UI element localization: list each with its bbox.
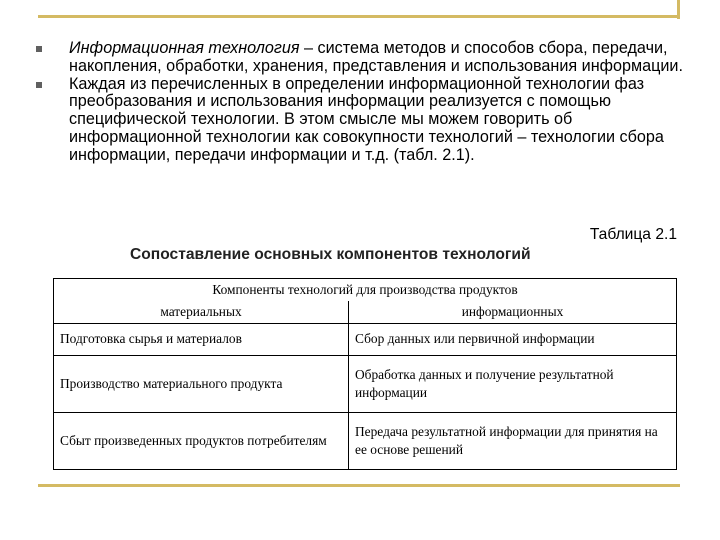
components-table (53, 278, 677, 470)
table-cell: Подготовка сырья и материалов (54, 324, 349, 356)
table-header-cell: Компоненты технологий для производства продуктов (54, 279, 677, 302)
bottom-decorative-rule (38, 484, 680, 487)
table-row (54, 324, 677, 356)
top-decorative-rule (38, 15, 680, 18)
table-cell: Производство материального продукта (54, 355, 349, 412)
table-header-row (54, 279, 677, 302)
table-subheader-row (54, 301, 677, 324)
table-number: Таблица 2.1 (589, 226, 677, 243)
table-row (54, 412, 677, 469)
table-cell: Сбор данных или первичной информации (349, 324, 677, 356)
corner-decorative-rule (677, 0, 680, 19)
table-cell: Передача результатной информации для принятия на ее основе решений (349, 412, 677, 469)
square-bullet-icon (36, 46, 42, 52)
table-row (54, 355, 677, 412)
table-cell: Сбыт произведенных продуктов потребителям (54, 412, 349, 469)
bullet-item-explanation (36, 76, 686, 165)
column-header-information: информационных (349, 301, 677, 324)
square-bullet-icon (36, 82, 42, 88)
bullet-list (36, 40, 686, 165)
bullet-item-definition (36, 40, 686, 76)
column-header-material: материальных (54, 301, 349, 324)
definition-term: Информационная технология (69, 39, 300, 57)
table-cell: Обработка данных и получение результатной информации (349, 355, 677, 412)
explanation-text: Каждая из перечисленных в определении информационной технологии фаз преобразования и использования информации реализуется с помощью специфической технологии. В этом смысле мы можем говорить об информационной технологии как совокупности технологий – технологии сбора информации, передачи информации и т.д. (табл. 2.1). (69, 74, 664, 164)
definition-text: – система методов и способов сбора, передачи, накопления, обработки, хранения, представления и использования информации. (69, 39, 683, 75)
table-title: Сопоставление основных компонентов технологий (130, 246, 531, 263)
